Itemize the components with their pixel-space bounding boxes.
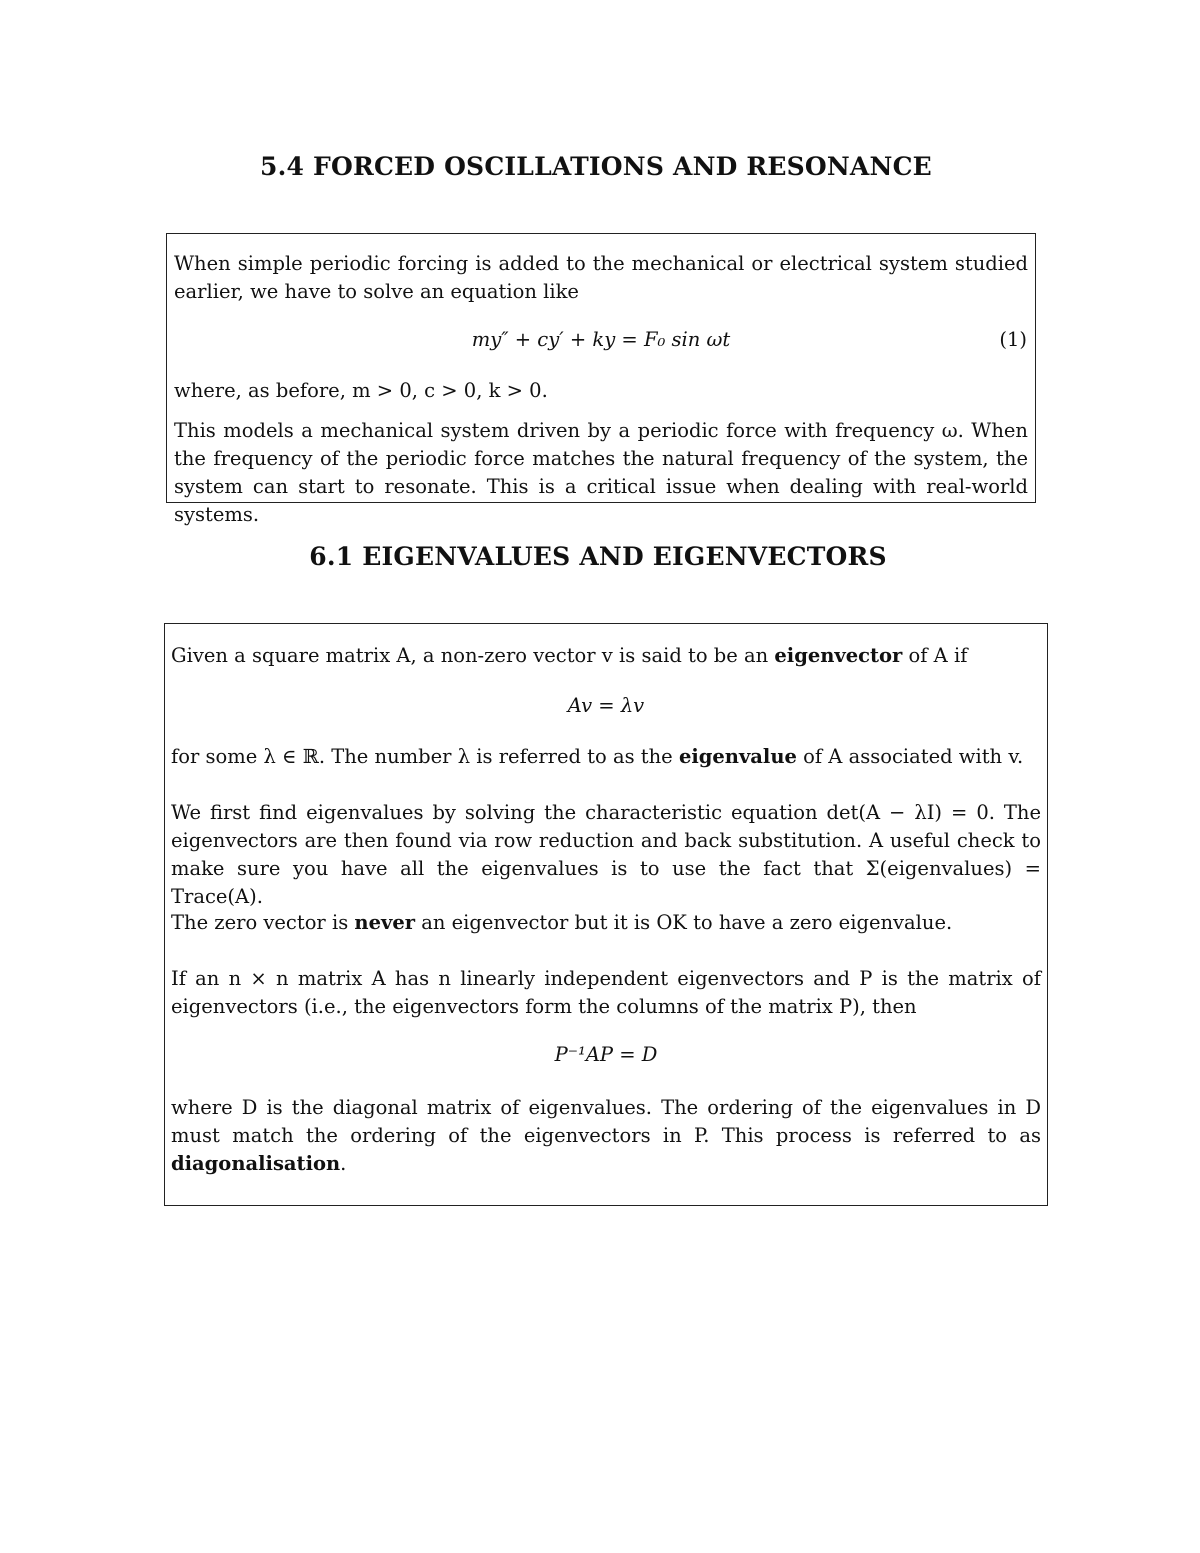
eigenvector-term: eigenvector [774,644,903,667]
eigenvalue-term: eigenvalue [678,745,797,768]
diag-text-end: . [340,1152,347,1175]
zero-note-text-end: an eigenvector but it is OK to have a zero eigenvalue. [415,911,953,934]
eigenvalue-text: for some λ ∈ ℝ. The number λ is referred to as the [171,745,679,768]
diagonalisation-explanation [171,1094,1041,1178]
zero-vector-note [171,909,1041,937]
diagonalisation-intro: If an n × n matrix A has n linearly independent eigenvectors and P is the matrix of eigenvectors (i.e., the eigenvectors form the columns of the matrix P), then [171,967,1041,1018]
intro-paragraph: When simple periodic forcing is added to the mechanical or electrical system studied earlier, we have to solve an equation like [174,252,1028,303]
eigenvalues-box [164,623,1048,1206]
eigen-equation: Av = λv [567,694,645,717]
section-title-forced-oscillations: 5.4 FORCED OSCILLATIONS AND RESONANCE [260,152,932,181]
forced-oscillation-equation: my″ + cy′ + ky = F₀ sin ωt [471,328,731,351]
eigenvalue-text-end: of A associated with v. [796,745,1024,768]
resonance-explanation: This models a mechanical system driven by a periodic force with frequency ω. When the frequency of the periodic force matches the natural frequency of the system, the system can start to resonate. This is a critical issue when dealing with real-world systems. [174,419,1028,526]
equation-number: (1) [999,328,1027,351]
diagonalisation-equation: P⁻¹AP = D [554,1043,658,1066]
definition-text: Given a square matrix A, a non-zero vector v is said to be an [171,644,775,667]
never-term: never [354,911,416,934]
zero-note-text: The zero vector is [171,911,355,934]
eigenvector-definition [171,642,1041,670]
forced-oscillations-box [166,233,1036,526]
definition-text-end: of A if [902,644,968,667]
section-title-eigenvalues: 6.1 EIGENVALUES AND EIGENVECTORS [309,542,887,571]
method-paragraph: We first find eigenvalues by solving the characteristic equation det(A − λI) = 0. The eigenvectors are then found via row reduction and back substitution. A useful check to make sure you have all the eigenvalues is to use the fact that Σ(eigenvalues) = Trace(A). [171,801,1041,908]
diagonalisation-term: diagonalisation [171,1152,341,1175]
conditions-paragraph: where, as before, m > 0, c > 0, k > 0. [174,379,548,402]
eigenvalue-sentence [171,743,1041,771]
diag-text: where D is the diagonal matrix of eigenvalues. The ordering of the eigenvalues in D must match the ordering of the eigenvectors in P. This process is referred to as [171,1096,1041,1147]
